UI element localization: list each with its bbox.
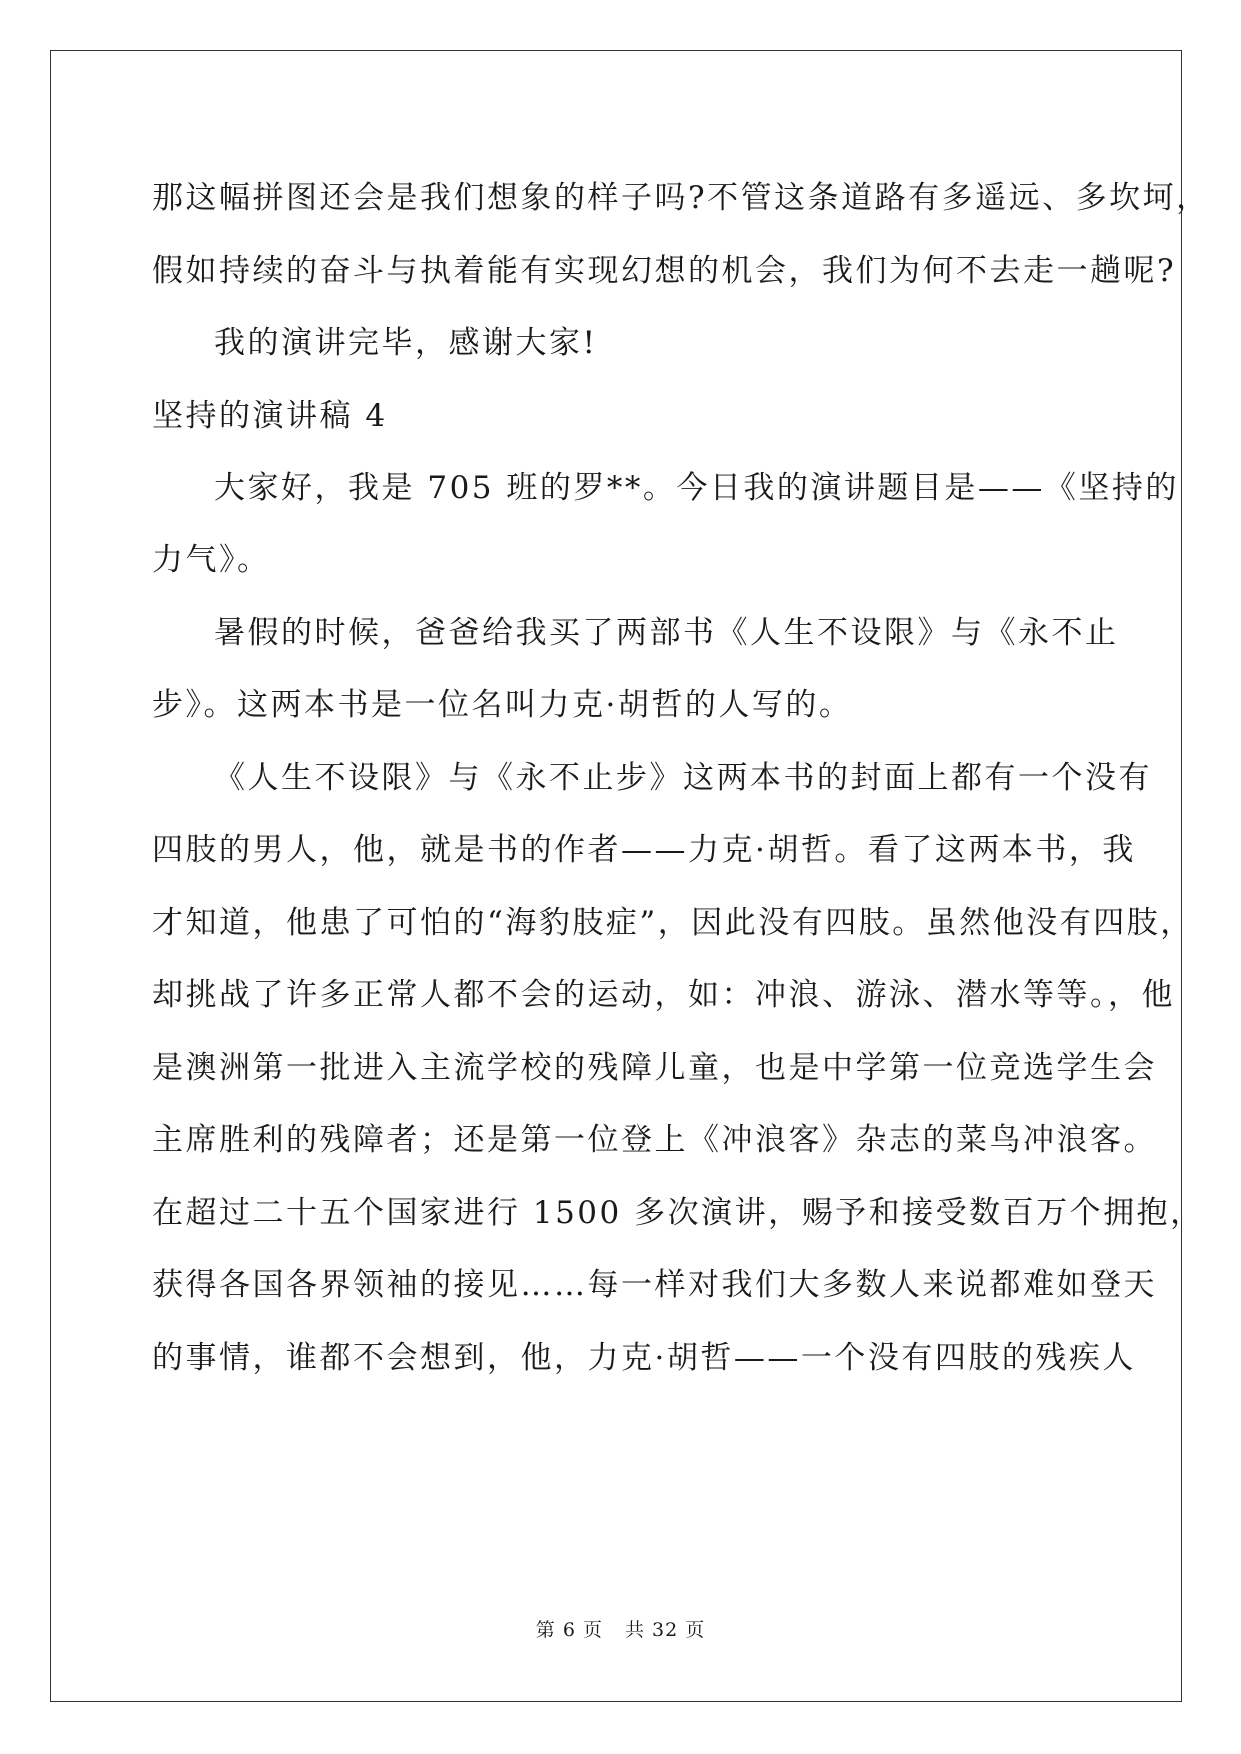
text-line-2: 假如持续的奋斗与执着能有实现幻想的机会，我们为何不去走一趟呢? [152,253,1177,289]
text-line-10: 四肢的男人，他，就是书的作者——力克·胡哲。看了这两本书，我 [152,832,1136,868]
page-number: 第 6 页 [535,1619,603,1641]
page-footer [0,1618,1241,1642]
text-line-3: 我的演讲完毕，感谢大家! [214,325,598,361]
text-line-16: 获得各国各界领袖的接见……每一样对我们大多数人来说都难如登天 [152,1267,1157,1303]
page-total: 共 32 页 [624,1619,706,1641]
text-line-5: 大家好，我是 705 班的罗**。今日我的演讲题目是——《坚持的 [214,470,1179,506]
text-line-17: 的事情，谁都不会想到，他，力克·胡哲——一个没有四肢的残疾人 [152,1340,1136,1376]
text-line-11: 才知道，他患了可怕的“海豹肢症”，因此没有四肢。虽然他没有四肢， [152,905,1194,941]
text-line-13: 是澳洲第一批进入主流学校的残障儿童，也是中学第一位竞选学生会 [152,1050,1157,1086]
text-line-14: 主席胜利的残障者；还是第一位登上《冲浪客》杂志的菜鸟冲浪客。 [152,1122,1157,1158]
text-line-1: 那这幅拼图还会是我们想象的样子吗?不管这条道路有多遥远、多坎坷， [152,180,1210,216]
page-border [50,50,1182,1702]
text-line-12: 却挑战了许多正常人都不会的运动，如：冲浪、游泳、潜水等等。，他 [152,977,1175,1013]
section-heading: 坚持的演讲稿 4 [152,398,388,434]
text-line-8: 步》。这两本书是一位名叫力克·胡哲的人写的。 [152,687,853,723]
text-line-15: 在超过二十五个国家进行 1500 多次演讲，赐予和接受数百万个拥抱， [152,1195,1204,1231]
text-line-6: 力气》。 [152,542,271,578]
text-line-9: 《人生不设限》与《永不止步》这两本书的封面上都有一个没有 [214,760,1152,796]
text-line-7: 暑假的时候，爸爸给我买了两部书《人生不设限》与《永不止 [214,615,1119,651]
